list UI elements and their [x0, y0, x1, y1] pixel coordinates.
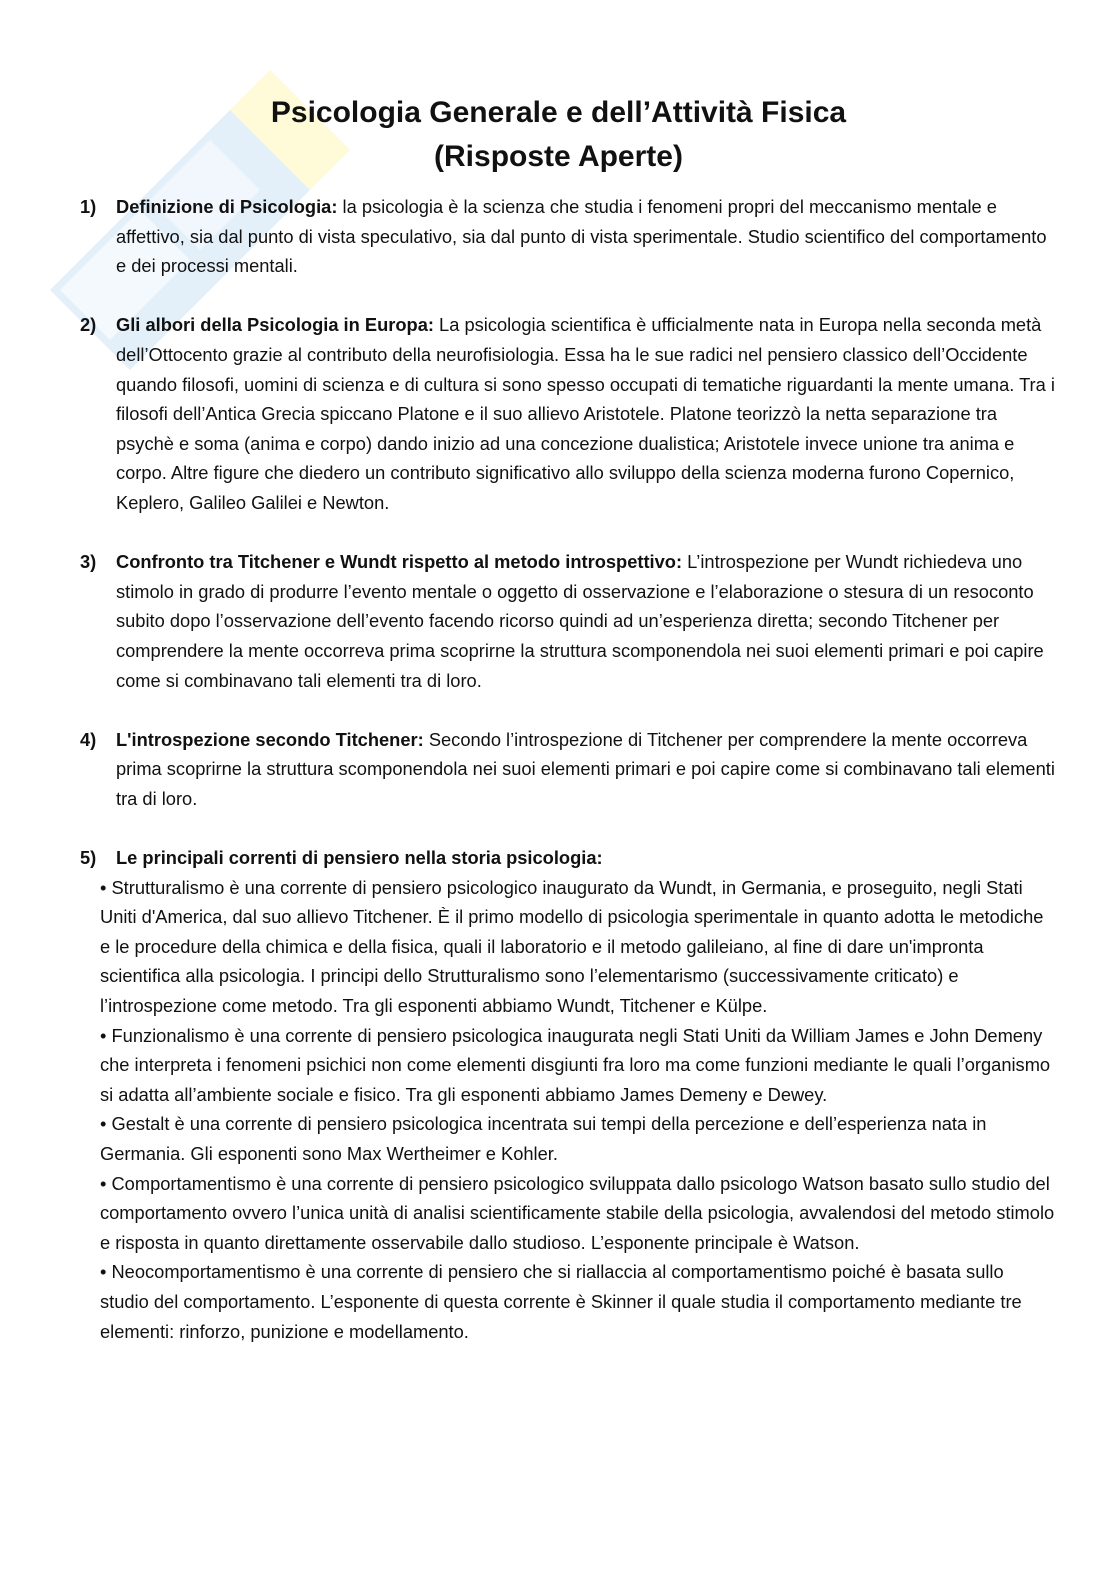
- answer-item-5: [80, 843, 1055, 1346]
- item-number: 1): [80, 196, 97, 217]
- answer-item-2: [80, 310, 1055, 517]
- document-subtitle: (Risposte Aperte): [434, 140, 683, 173]
- item-text: Secondo l’introspezione di Titchener per comprendere la mente occorreva prima scoprirne la struttura scomponendola nei suoi elementi primari e poi capire come si combinavano tali elementi tra di loro.: [116, 728, 1055, 809]
- item-heading: Definizione di Psicologia:: [116, 196, 338, 217]
- item-heading: Confronto tra Titchener e Wundt rispetto al metodo introspettivo:: [116, 551, 683, 573]
- item-text: la psicologia è la scienza che studia i fenomeni propri del meccanismo mentale e affettivo, sia dal punto di vista speculativo, sia dal punto di vista sperimentale. Studio scientifico del comportamento e dei processi mentali.: [116, 196, 1047, 277]
- answers-list: [80, 192, 1055, 1376]
- item-number: 5): [80, 847, 97, 869]
- bullet-comportamentismo: • Comportamentismo è una corrente di pensiero psicologico sviluppata dallo psicologo Watson basato sullo studio del comportamento ovvero l’unica unità di analisi scientificamente stabile della psicologia, avvalendosi del metodo stimolo e risposta in quanto direttamente osservabile dallo studioso. L’esponente principale è Watson.: [100, 1172, 1055, 1253]
- item-text: La psicologia scientifica è ufficialmente nata in Europa nella seconda metà dell’Ottocento grazie al contributo della neurofisiologia. Essa ha le sue radici nel pensiero classico dell’Occidente quando filosofi, uomini di scienza e di cultura si sono spesso occupati di tematiche riguardanti la mente umana. Tra i filosofi dell’Antica Grecia spiccano Platone e il suo allievo Aristotele. Platone teorizzò la netta separazione tra psychè e soma (anima e corpo) dando inizio ad una concezione dualistica; Aristotele invece unione tra anima e corpo. Altre figure che diedero un contributo significativo allo sviluppo della scienza moderna furono Copernico, Keplero, Galileo Galilei e Newton.: [116, 314, 1055, 513]
- bullet-gestalt: • Gestalt è una corrente di pensiero psicologica incentrata sui tempi della percezione e dell’esperienza nata in Germania. Gli esponenti sono Max Wertheimer e Kohler.: [100, 1113, 987, 1164]
- item-heading: L'introspezione secondo Titchener:: [116, 728, 424, 750]
- answer-item-4: [80, 725, 1055, 814]
- bullet-list: [100, 873, 1055, 1347]
- document-title: Psicologia Generale e dell’Attività Fisica: [270, 96, 847, 129]
- item-heading: Le principali correnti di pensiero nella storia psicologia:: [116, 847, 603, 869]
- item-number: 3): [80, 551, 97, 573]
- item-text: L’introspezione per Wundt richiedeva uno stimolo in grado di produrre l’evento mentale o oggetto di osservazione e l’elaborazione o stesura di un resoconto subito dopo l’osservazione dell’evento facendo ricorso quindi ad un’esperienza diretta; secondo Titchener per comprendere la mente occorreva prima scoprirne la struttura scomponendola nei suoi elementi primari e poi capire come si combinavano tali elementi tra di loro.: [116, 551, 1044, 691]
- item-heading: Gli albori della Psicologia in Europa:: [116, 314, 434, 336]
- bullet-strutturalismo: • Strutturalismo è una corrente di pensiero psicologico inaugurato da Wundt, in Germania, e proseguito, negli Stati Uniti d'America, dal suo allievo Titchener. È il primo modello di psicologia sperimentale in quanto adotta le metodiche e le procedure della chimica e della fisica, quali il laboratorio e il metodo galileiano, al fine di dare un'impronta scientifica alla psicologia. I principi dello Strutturalismo sono l’elementarismo (successivamente criticato) e l’introspezione come metodo. Tra gli esponenti abbiamo Wundt, Titchener e Külpe.: [100, 876, 1044, 1017]
- answer-item-1: [80, 192, 1055, 281]
- item-number: 2): [80, 314, 97, 336]
- item-number: 4): [80, 728, 97, 750]
- bullet-funzionalismo: • Funzionalismo è una corrente di pensiero psicologica inaugurata negli Stati Uniti da William James e John Demeny che interpreta i fenomeni psichici non come elementi disgiunti fra loro ma come funzioni mediante le quali l’organismo si adatta all’ambiente sociale e fisico. Tra gli esponenti abbiamo James Demeny e Dewey.: [100, 1024, 1051, 1105]
- answer-item-3: [80, 547, 1055, 695]
- bullet-neocomportamentismo: • Neocomportamentismo è una corrente di pensiero che si riallaccia al comportamentismo poiché è basata sullo studio del comportamento. L’esponente di questa corrente è Skinner il quale studia il comportamento mediante tre elementi: rinforzo, punizione e modellamento.: [100, 1261, 1022, 1342]
